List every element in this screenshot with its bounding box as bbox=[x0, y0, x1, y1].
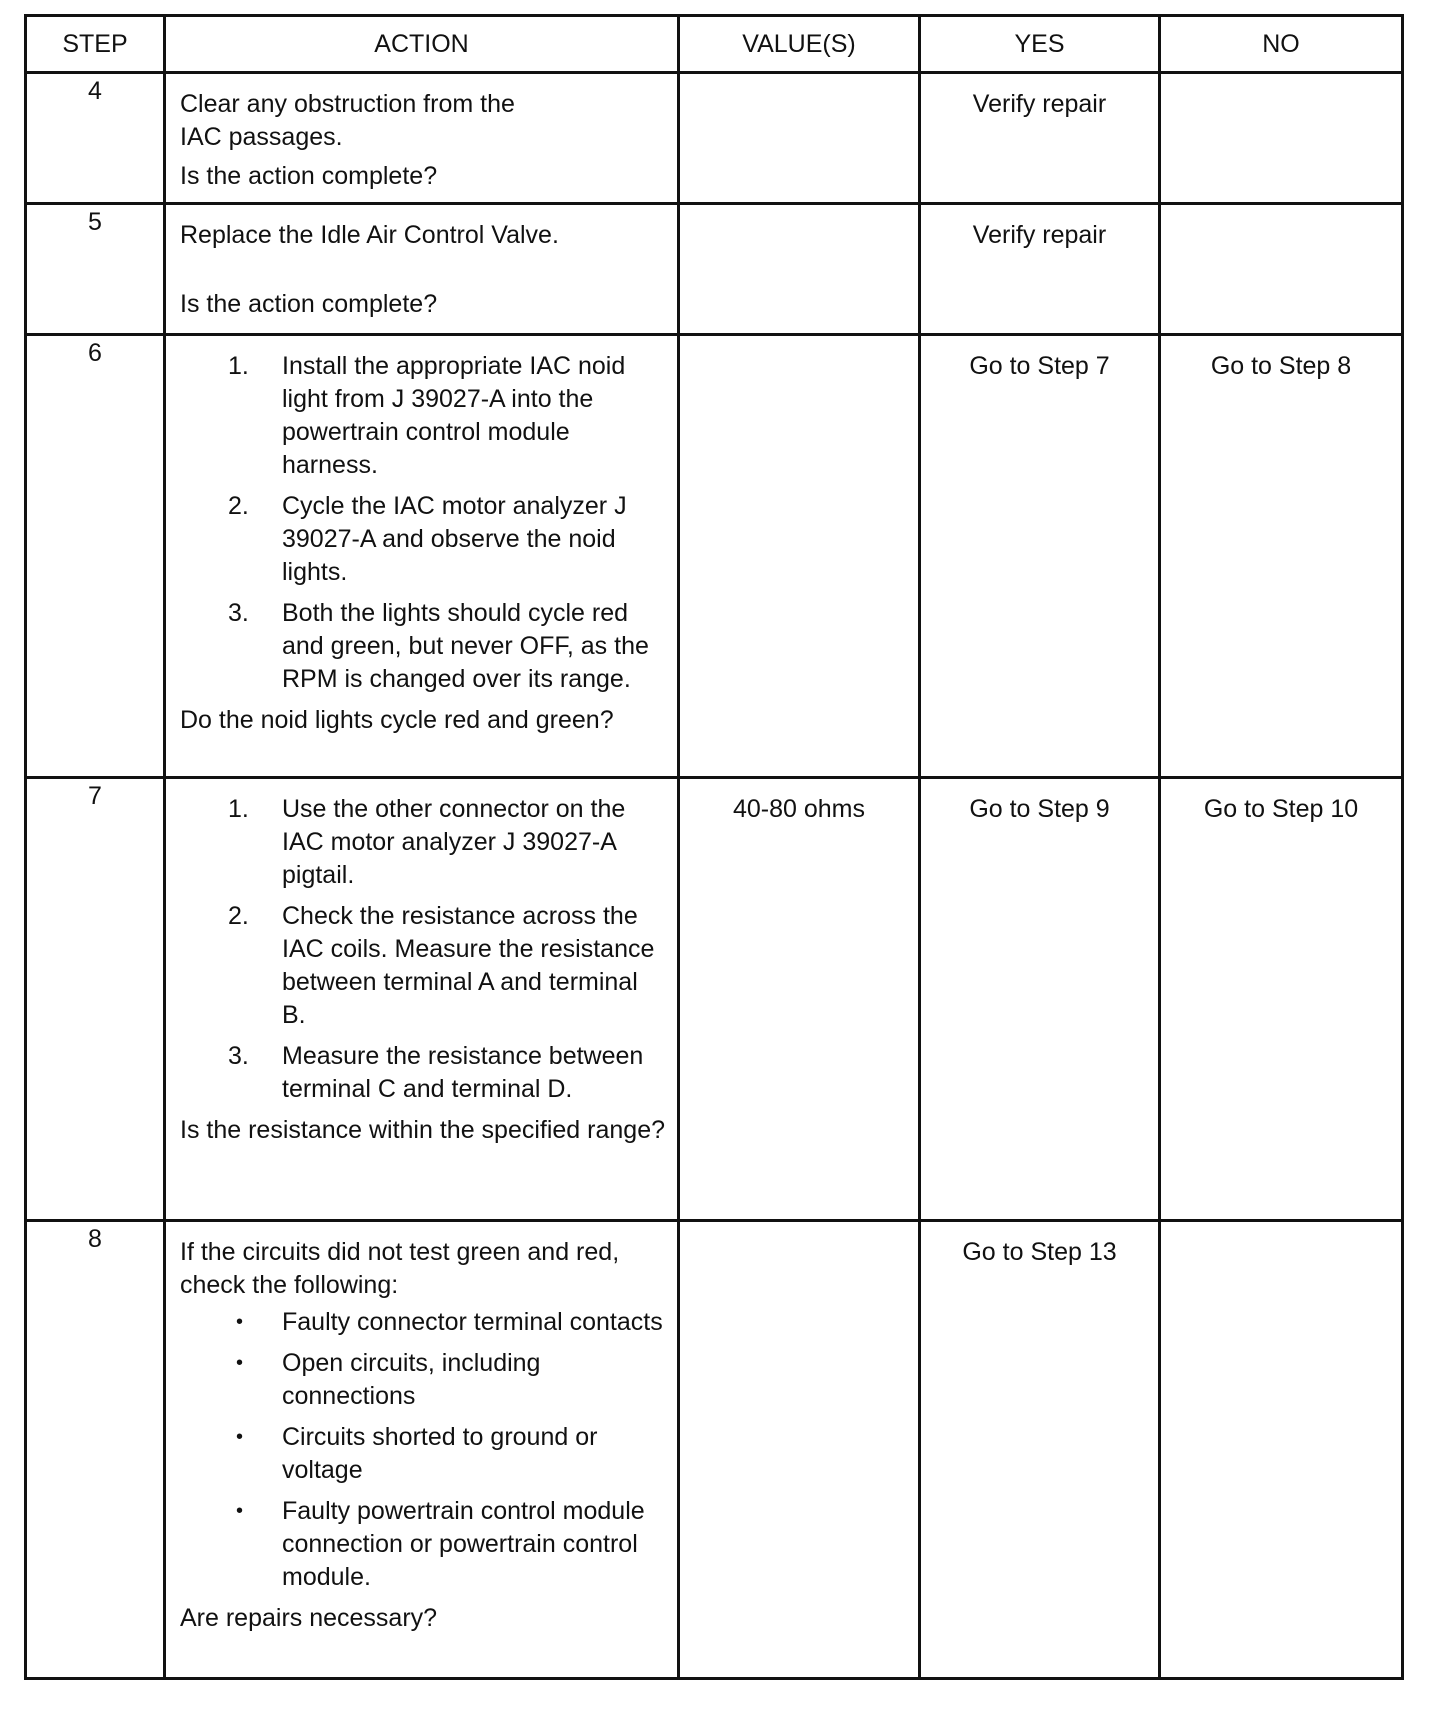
yes-cell: Verify repair bbox=[920, 73, 1160, 204]
value-cell bbox=[679, 1221, 920, 1679]
item-text: Open circuits, including connections bbox=[282, 1349, 541, 1410]
item-text: Faulty connector terminal contacts bbox=[282, 1308, 663, 1336]
yes-cell: Go to Step 13 bbox=[920, 1221, 1160, 1679]
no-cell bbox=[1160, 1221, 1403, 1679]
step-number: 6 bbox=[26, 335, 165, 778]
item-text: Install the appropriate IAC noid light from J 39027-A into the powertrain control module harness. bbox=[282, 352, 626, 479]
item-text: Circuits shorted to ground or voltage bbox=[282, 1423, 598, 1484]
step-number: 5 bbox=[26, 204, 165, 335]
item-number: 1. bbox=[228, 352, 249, 380]
action-text: Clear any obstruction from the bbox=[180, 90, 515, 118]
action-question: Do the noid lights cycle red and green? bbox=[180, 706, 614, 734]
step-number: 4 bbox=[26, 73, 165, 204]
item-number: 2. bbox=[228, 492, 249, 520]
diagnostic-table bbox=[24, 14, 1404, 1680]
item-number: 3. bbox=[228, 1042, 249, 1070]
item-text: Measure the resistance between terminal C and terminal D. bbox=[282, 1042, 644, 1103]
value-cell: 40-80 ohms bbox=[679, 778, 920, 1221]
action-text: Replace the Idle Air Control Valve. bbox=[180, 221, 559, 249]
list-item bbox=[180, 1495, 667, 1594]
numbered-list bbox=[180, 793, 667, 1106]
table-row-step-4 bbox=[26, 73, 1403, 204]
action-cell bbox=[165, 335, 679, 778]
list-item bbox=[180, 597, 667, 696]
no-cell: Go to Step 10 bbox=[1160, 778, 1403, 1221]
bullet-icon: • bbox=[236, 1311, 244, 1333]
header-row bbox=[26, 16, 1403, 73]
item-text: Cycle the IAC motor analyzer J 39027-A and observe the noid lights. bbox=[282, 492, 627, 586]
action-cell bbox=[165, 778, 679, 1221]
value-cell bbox=[679, 335, 920, 778]
list-item bbox=[180, 1347, 667, 1413]
bullet-list bbox=[180, 1306, 667, 1594]
item-number: 1. bbox=[228, 795, 249, 823]
no-cell bbox=[1160, 204, 1403, 335]
no-cell bbox=[1160, 73, 1403, 204]
yes-cell: Go to Step 9 bbox=[920, 778, 1160, 1221]
table-row-step-7 bbox=[26, 778, 1403, 1221]
item-text: Use the other connector on the IAC motor analyzer J 39027-A pigtail. bbox=[282, 795, 626, 889]
item-number: 2. bbox=[228, 902, 249, 930]
header-values: VALUE(S) bbox=[679, 16, 920, 73]
item-text: Faulty powertrain control module connection or powertrain control module. bbox=[282, 1497, 645, 1591]
no-cell: Go to Step 8 bbox=[1160, 335, 1403, 778]
item-text: Both the lights should cycle red and green, but never OFF, as the RPM is changed over its range. bbox=[282, 599, 649, 693]
table-row-step-8 bbox=[26, 1221, 1403, 1679]
item-text: Check the resistance across the IAC coils. Measure the resistance between terminal A and terminal B. bbox=[282, 902, 655, 1029]
action-cell bbox=[165, 1221, 679, 1679]
list-item bbox=[180, 490, 667, 589]
action-cell bbox=[165, 204, 679, 335]
yes-cell: Verify repair bbox=[920, 204, 1160, 335]
list-item bbox=[180, 793, 667, 892]
list-item bbox=[180, 900, 667, 1032]
action-intro: If the circuits did not test green and red, check the following: bbox=[180, 1238, 620, 1299]
list-item bbox=[180, 350, 667, 482]
header-no: NO bbox=[1160, 16, 1403, 73]
header-step: STEP bbox=[26, 16, 165, 73]
table-row-step-5 bbox=[26, 204, 1403, 335]
step-number: 8 bbox=[26, 1221, 165, 1679]
numbered-list bbox=[180, 350, 667, 696]
table-row-step-6 bbox=[26, 335, 1403, 778]
value-cell bbox=[679, 204, 920, 335]
bullet-icon: • bbox=[236, 1352, 244, 1374]
step-number: 7 bbox=[26, 778, 165, 1221]
action-question: Are repairs necessary? bbox=[180, 1604, 438, 1632]
header-action: ACTION bbox=[165, 16, 679, 73]
header-yes: YES bbox=[920, 16, 1160, 73]
item-number: 3. bbox=[228, 599, 249, 627]
action-cell bbox=[165, 73, 679, 204]
action-text: IAC passages. bbox=[180, 123, 343, 151]
list-item bbox=[180, 1306, 667, 1339]
list-item bbox=[180, 1421, 667, 1487]
action-question: Is the action complete? bbox=[180, 162, 438, 190]
list-item bbox=[180, 1040, 667, 1106]
yes-cell: Go to Step 7 bbox=[920, 335, 1160, 778]
bullet-icon: • bbox=[236, 1426, 244, 1448]
action-question: Is the resistance within the specified range? bbox=[180, 1116, 665, 1144]
value-cell bbox=[679, 73, 920, 204]
action-question: Is the action complete? bbox=[180, 290, 438, 318]
bullet-icon: • bbox=[236, 1500, 244, 1522]
